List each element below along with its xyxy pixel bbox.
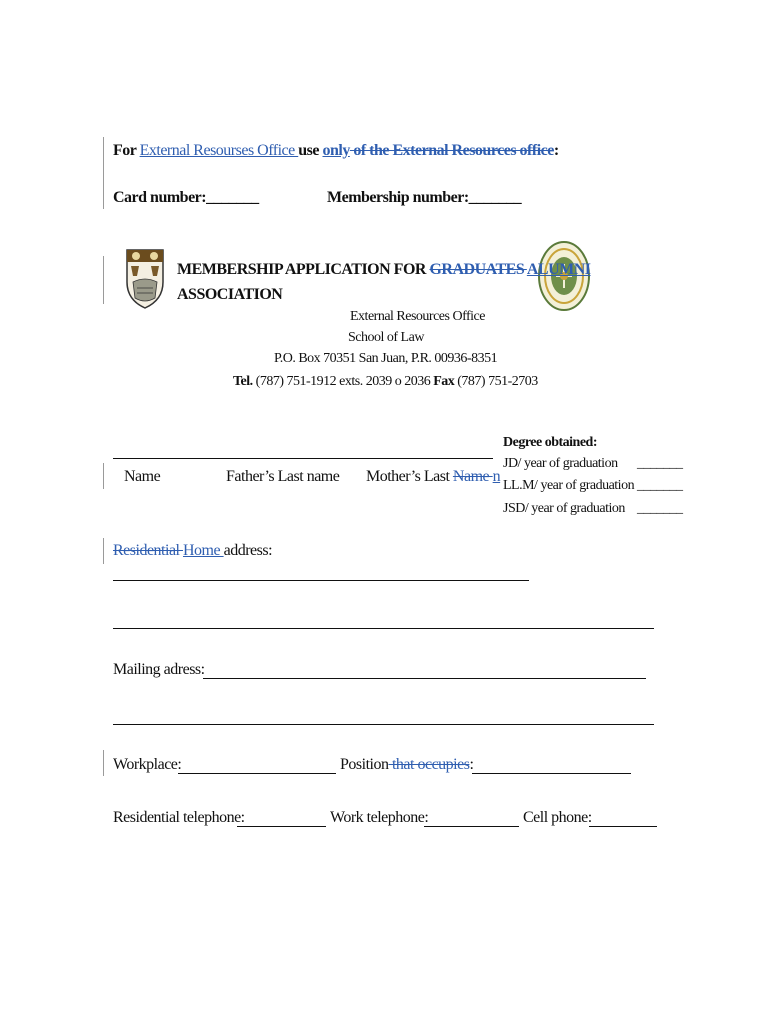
- mother-last-name-label: Mother’s Last Name n: [366, 468, 501, 485]
- mailing-address-line-2[interactable]: [113, 724, 654, 725]
- inserted-text: Home: [182, 542, 224, 559]
- residential-phone-label: Residential telephone:: [113, 809, 245, 826]
- office-use-note: For External Resourses Office use only of the External Resources office:: [113, 142, 559, 159]
- degree-jd-blank: _______: [637, 456, 683, 471]
- deleted-text: of the External Resources office: [349, 142, 554, 159]
- workplace-label: Workplace:: [113, 756, 182, 773]
- degree-jd-label: JD/ year of graduation: [503, 456, 618, 471]
- inserted-text: only: [322, 142, 350, 159]
- page-title: MEMBERSHIP APPLICATION FOR GRADUATES ALUMNI: [177, 261, 591, 278]
- work-phone-line[interactable]: [424, 826, 519, 827]
- office-name: External Resources Office: [350, 309, 485, 324]
- degree-llm-blank: _______: [637, 478, 683, 493]
- degree-jsd-label: JSD/ year of graduation: [503, 501, 625, 516]
- workplace-line[interactable]: [178, 773, 336, 774]
- name-line: [113, 458, 493, 459]
- cell-phone-line[interactable]: [589, 826, 657, 827]
- home-address-line-2[interactable]: [113, 628, 654, 629]
- deleted-text: that occupies: [388, 756, 470, 773]
- mailing-address-line-1[interactable]: [203, 678, 646, 679]
- office-address: P.O. Box 70351 San Juan, P.R. 00936-8351: [274, 351, 498, 366]
- work-phone-label: Work telephone:: [330, 809, 429, 826]
- mailing-address-label: Mailing adress:: [113, 661, 205, 678]
- position-line[interactable]: [472, 773, 631, 774]
- residential-phone-line[interactable]: [237, 826, 326, 827]
- degree-jsd-blank: _______: [637, 501, 683, 516]
- deleted-text: GRADUATES: [429, 261, 527, 278]
- home-address-line-1[interactable]: [113, 580, 529, 581]
- page-title-line2: ASSOCIATION: [177, 286, 283, 303]
- deleted-text: Residential: [113, 542, 183, 559]
- change-bar: [103, 137, 104, 209]
- membership-number-field: Membership number:_______: [327, 189, 522, 206]
- school-name: School of Law: [348, 330, 424, 345]
- change-bar: [103, 538, 104, 564]
- degree-title: Degree obtained:: [503, 435, 597, 450]
- deleted-text: Name: [452, 468, 493, 485]
- change-bar: [103, 750, 104, 776]
- inserted-text: External Resourses Office: [139, 142, 299, 159]
- cell-phone-label: Cell phone:: [523, 809, 592, 826]
- card-number-field: Card number:_______: [113, 189, 259, 206]
- home-address-label: Residential Home address:: [113, 542, 273, 559]
- inserted-text: n: [492, 468, 501, 485]
- position-label: Position that occupies:: [340, 756, 474, 773]
- change-bar: [103, 463, 104, 489]
- office-phone: Tel. (787) 751-1912 exts. 2039 o 2036 Fax (787) 751-2703: [233, 374, 538, 389]
- school-crest-icon: [125, 248, 165, 310]
- inserted-text: ALUMNI: [526, 261, 591, 278]
- change-bar: [103, 256, 104, 304]
- father-last-name-label: Father’s Last name: [226, 468, 340, 485]
- degree-llm-label: LL.M/ year of graduation: [503, 478, 635, 493]
- name-label: Name: [124, 468, 161, 485]
